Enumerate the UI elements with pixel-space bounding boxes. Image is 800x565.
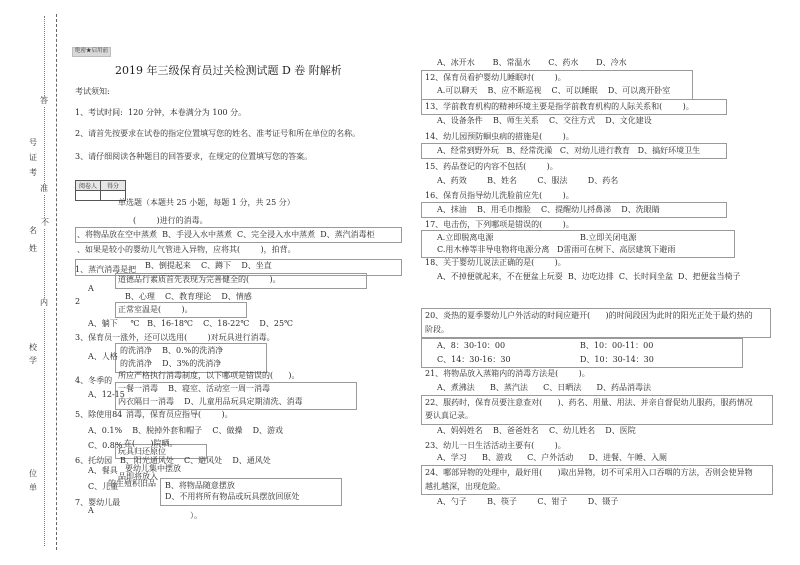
- option-line: B、将物品随意摆放: [165, 481, 235, 490]
- option-line: A、8：30-10：00: [437, 341, 506, 350]
- margin-label: 考: [29, 168, 37, 177]
- option-line: C.用木棒等非导电物将电源分离 D雷雨可在树下、高层建筑下避雨: [437, 245, 676, 254]
- notice-item: 3、请仔细阅读各种题目的回答要求，在规定的位置填写您的答案。: [75, 152, 313, 161]
- question-line: 16、保育员指导幼儿洗脸前应先( )。: [425, 191, 574, 200]
- question-line: 24、哪部异物的处理中，最好用( )取出异物，切不可采用入口吞咽的方法，否则会使异物: [425, 468, 753, 477]
- section-heading: 单选题（本题共 25 小题，每题 1 分，共 25 分）: [118, 198, 295, 207]
- notice-item: 2、请首先按要求在试卷的指定位置填写您的姓名、准考证号和所在单位的名称。: [75, 129, 361, 138]
- question-line: 越扎越深，出现危险。: [425, 482, 505, 491]
- option-line: A、设备条件 B、师生关系 C、交往方式 D、文化建设: [437, 116, 652, 125]
- margin-label: 内: [40, 298, 48, 307]
- page-title: 2019 年三级保育员过关检测试题 D 卷 附解析: [115, 64, 342, 77]
- question-line: 1、蒸汽消毒是把: [75, 265, 137, 274]
- question-line: 6、托幼园: [75, 456, 113, 465]
- reviewer-cell: [76, 191, 101, 201]
- question-line: 12、保育员看护婴幼儿睡眠时( )。: [425, 73, 566, 82]
- question-line: 阶段。: [425, 325, 449, 334]
- margin-label: 准: [40, 184, 48, 193]
- question-line: 14、幼儿园预防蛔虫病的措施是( )。: [425, 132, 574, 141]
- option-line: A.立即脱离电源: [437, 233, 494, 242]
- question-line: 21、将物品放入蒸箱内的消毒方法是( )。: [425, 369, 590, 378]
- option-line: A、抹油 B、用毛巾擦脸 C、提醒幼儿捋鼻涕 D、洗眼睛: [437, 205, 660, 214]
- question-line: 、如果是较小的婴幼儿气管进入异物，应将其( )，拍背。: [77, 245, 296, 254]
- option-line: A、餐具: [88, 466, 118, 475]
- option-line: 要幼儿集中摆放: [125, 464, 181, 473]
- question-line: 17、电击伤，下列哪项是错误的( )。: [425, 220, 574, 229]
- margin-label: 位: [29, 469, 37, 478]
- option-line: B、10：00-11：00: [580, 341, 654, 350]
- option-line: A: [88, 284, 94, 293]
- option-line: C、0.8%: [88, 441, 123, 450]
- option-line: A、不掉便就起来，不在便盆上玩耍 B、边吃边排 C、长时间坐盆 D、把便盆当椅子: [437, 272, 741, 281]
- question-line: 23、幼儿一日生活活动主要有( )。: [425, 441, 566, 450]
- option-line: A、学习 B、游戏 C、户外活动 D、进餐、午睡、入厕: [437, 453, 667, 462]
- option-line: 内衣隔日一消毒 D、儿童用品玩具定期清洗、消毒: [118, 397, 303, 406]
- margin-label: 答: [40, 96, 48, 105]
- option-line: A、0.1% B、脱掉外套和帽子 C、做操 D、游戏: [88, 426, 284, 435]
- question-line: 7、婴幼儿最: [75, 498, 121, 507]
- question-line: 18、关于婴幼儿说法正确的是( )。: [425, 258, 566, 267]
- option-line: A: [88, 506, 94, 515]
- option-line: 玩具归还原位: [118, 447, 166, 456]
- confidential-stamp: 绝密★启用前: [72, 47, 111, 57]
- margin-label: 姓: [29, 244, 37, 253]
- option-line: B.立即关闭电源: [580, 233, 637, 242]
- margin-label: 单: [29, 483, 37, 492]
- option-line: A、躺下 ℃ B、16-18℃ C、18-22℃ D、25℃: [88, 319, 293, 328]
- notice-time-value: 120 分钟，本卷满分为 100 分。: [128, 108, 247, 117]
- question-line: 22、服药时，保育员要注意查对( )、药名、用量、用法、并亲自督促幼儿服药，服药情况: [425, 398, 753, 407]
- margin-label: 学: [29, 356, 37, 365]
- option-line: A、经常到野外玩 B、经常洗澡 C、对幼儿进行教育 D、搞好环境卫生: [437, 146, 701, 155]
- question-line: 15、药品登记的内容不包括( )。: [425, 162, 558, 171]
- notice-time-label: 1、考试时间:: [75, 108, 123, 117]
- option-line: C、儿童: [88, 482, 119, 491]
- option-line: C、14：30-16：30: [437, 355, 511, 364]
- question-line: ）。: [190, 511, 202, 520]
- question-line: 13、学前教育机构的精神环境主要是指学前教育机构的人际关系和( )。: [425, 102, 694, 111]
- question-line: 20、炎热的夏季婴幼儿户外活动的时间应避开( )的时间段因为此时的阳光正处于最灼热的: [425, 311, 753, 320]
- option-line: A、妈妈姓名 B、爸爸姓名 C、幼儿姓名 D、医院: [437, 426, 636, 435]
- option-line: B、心理 C、教育理论 D、情感: [125, 292, 252, 301]
- question-line: ( )进行的消毒。: [133, 216, 208, 225]
- question-line: 要认真记录。: [425, 411, 473, 420]
- margin-label: 名: [29, 226, 37, 235]
- option-line: B、阳光通风处 C、避风处 D、通风处: [120, 456, 271, 465]
- option-line: 、将物品放在空中蒸煮 B、手浸入水中蒸煮 C、完全浸入水中蒸煮 D、蒸汽消毒柜: [77, 230, 375, 239]
- question-line: 正常室温是( )。: [118, 305, 193, 314]
- margin-label: 校: [29, 343, 37, 352]
- question-line: 在( )院晒。: [124, 439, 178, 448]
- margin-label: 不: [41, 218, 49, 227]
- binding-dashed-line: [56, 14, 57, 550]
- option-line: A、煮沸法 B、蒸汽法 C、日晒法 D、药品消毒法: [437, 383, 651, 392]
- option-line: A、12-15: [88, 390, 125, 399]
- option-line: A、人格: [88, 352, 118, 361]
- reviewer-header: 阅卷人: [76, 181, 101, 191]
- question-line: 4、冬季的: [75, 376, 113, 385]
- margin-label: 号: [29, 138, 37, 147]
- question-line: 5、除使用84: [75, 410, 123, 419]
- option-line: A、药效 B、姓名 C、服法 D、药名: [437, 176, 619, 185]
- question-line: 消毒，保育员应指导( )。: [126, 410, 233, 419]
- option-line: D、10：30-14：30: [580, 355, 654, 364]
- option-line: 的洗消净 B、0.%的洗消净: [120, 346, 224, 355]
- option-line: 的生殖积旧品: [108, 479, 156, 488]
- question-line: 2: [75, 297, 81, 306]
- option-line: A、冰开水 B、常温水 C、药水 D、冷水: [437, 58, 627, 67]
- option-line: B、倒提起来 C、蹲下 D、坐直: [145, 261, 272, 270]
- option-line: A.可以聊天 B、应不断巡视 C、可以睡眠 D、可以离开卧室: [437, 86, 671, 95]
- question-line: 道德品行素质首先表现为完善健全的( )。: [118, 275, 281, 284]
- option-line: 的洗消净 D、3%的洗消净: [120, 359, 222, 368]
- option-line: 品即将放入: [118, 472, 158, 481]
- question-line: 3、保育员一涨外，还可以选用( )对玩具进行消毒。: [75, 333, 275, 342]
- option-line: A、勺子 B、筷子 C、钳子 D、镊子: [437, 497, 619, 506]
- question-line: 所应严格执行消毒制度，以下哪项是错误的( )。: [118, 371, 300, 380]
- score-header: 得分: [101, 181, 126, 191]
- notice-heading: 考试须知:: [75, 87, 110, 96]
- margin-label: 证: [29, 153, 37, 162]
- option-line: D、不用将所有物品或玩具摆放回原处: [165, 492, 300, 501]
- option-line: 一餐一消毒 B、寝室、活动室一周一消毒: [118, 384, 271, 393]
